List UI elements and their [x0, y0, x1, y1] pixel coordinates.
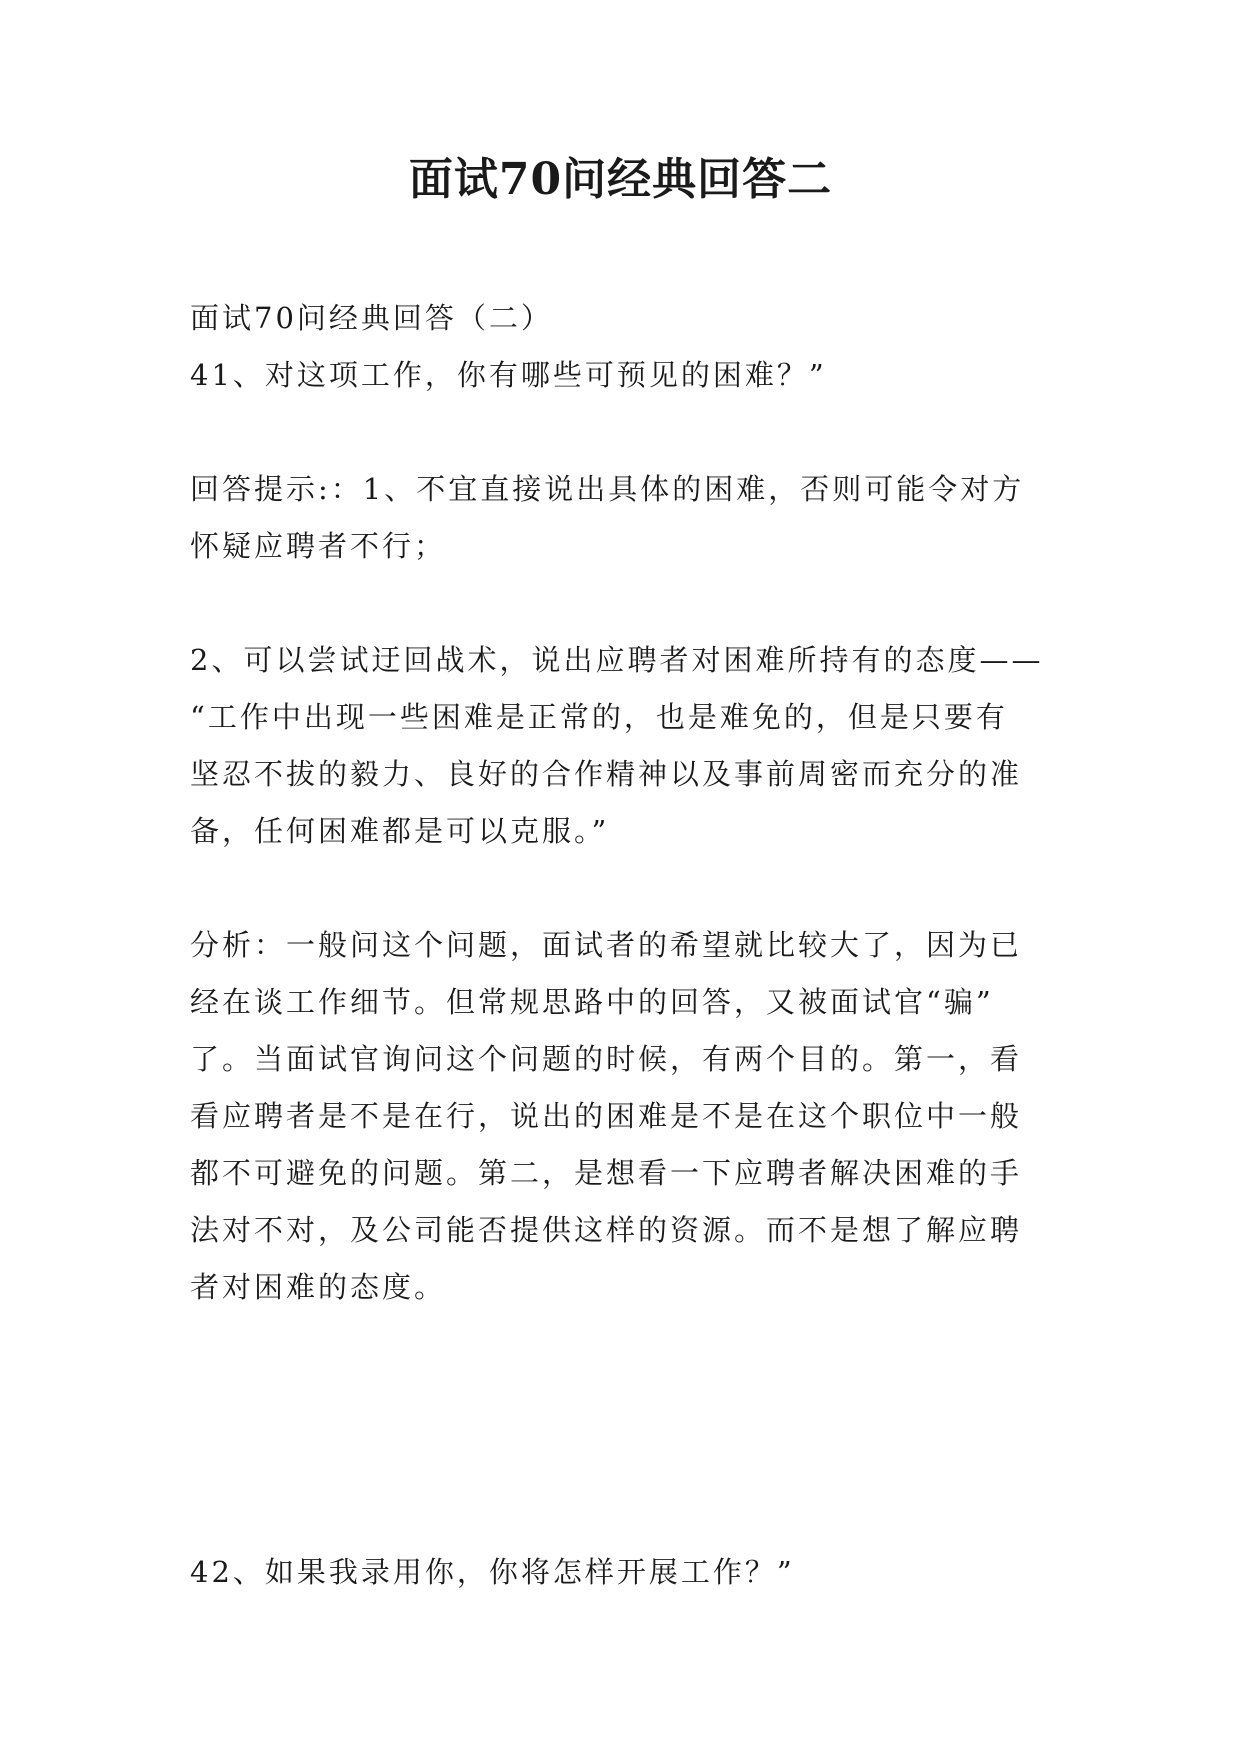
document-title: 面试70问经典回答二 — [408, 154, 833, 205]
point2-line: “工作中出现一些困难是正常的，也是难免的，但是只要有 — [190, 700, 1008, 734]
analysis-line: 者对困难的态度。 — [190, 1270, 447, 1304]
point2-line: 坚忍不拔的毅力、良好的合作精神以及事前周密而充分的准 — [190, 757, 1023, 791]
document-body — [190, 290, 1060, 1601]
analysis-line: 都不可避免的问题。第二，是想看一下应聘者解决困难的手 — [190, 1156, 1023, 1190]
section-gap — [190, 1316, 1060, 1544]
analysis-line: 了。当面试官询问这个问题的时候，有两个目的。第一，看 — [190, 1042, 1023, 1076]
hint-line: 回答提示:：1、不宜直接说出具体的困难，否则可能令对方 — [190, 472, 1025, 506]
question-42: 42、如果我录用你，你将怎样开展工作？” — [190, 1555, 795, 1589]
paragraph-gap — [190, 860, 1060, 917]
analysis-line: 法对不对，及公司能否提供这样的资源。而不是想了解应聘 — [190, 1213, 1023, 1247]
question-41: 41、对这项工作，你有哪些可预见的困难？” — [190, 358, 827, 392]
analysis-line: 分析：一般问这个问题，面试者的希望就比较大了，因为已 — [190, 928, 1023, 962]
paragraph-gap — [190, 575, 1060, 632]
paragraph-gap — [190, 404, 1060, 461]
point2-line: 备，任何困难都是可以克服。” — [190, 814, 610, 848]
point2-line: 2、可以尝试迂回战术，说出应聘者对困难所持有的态度—— — [190, 643, 1044, 677]
analysis-line: 看应聘者是不是在行，说出的困难是不是在这个职位中一般 — [190, 1099, 1023, 1133]
subtitle: 面试70问经典回答（二） — [190, 301, 553, 335]
analysis-line: 经在谈工作细节。但常规思路中的回答，又被面试官“骗” — [190, 985, 994, 1019]
hint-line: 怀疑应聘者不行； — [190, 529, 447, 563]
